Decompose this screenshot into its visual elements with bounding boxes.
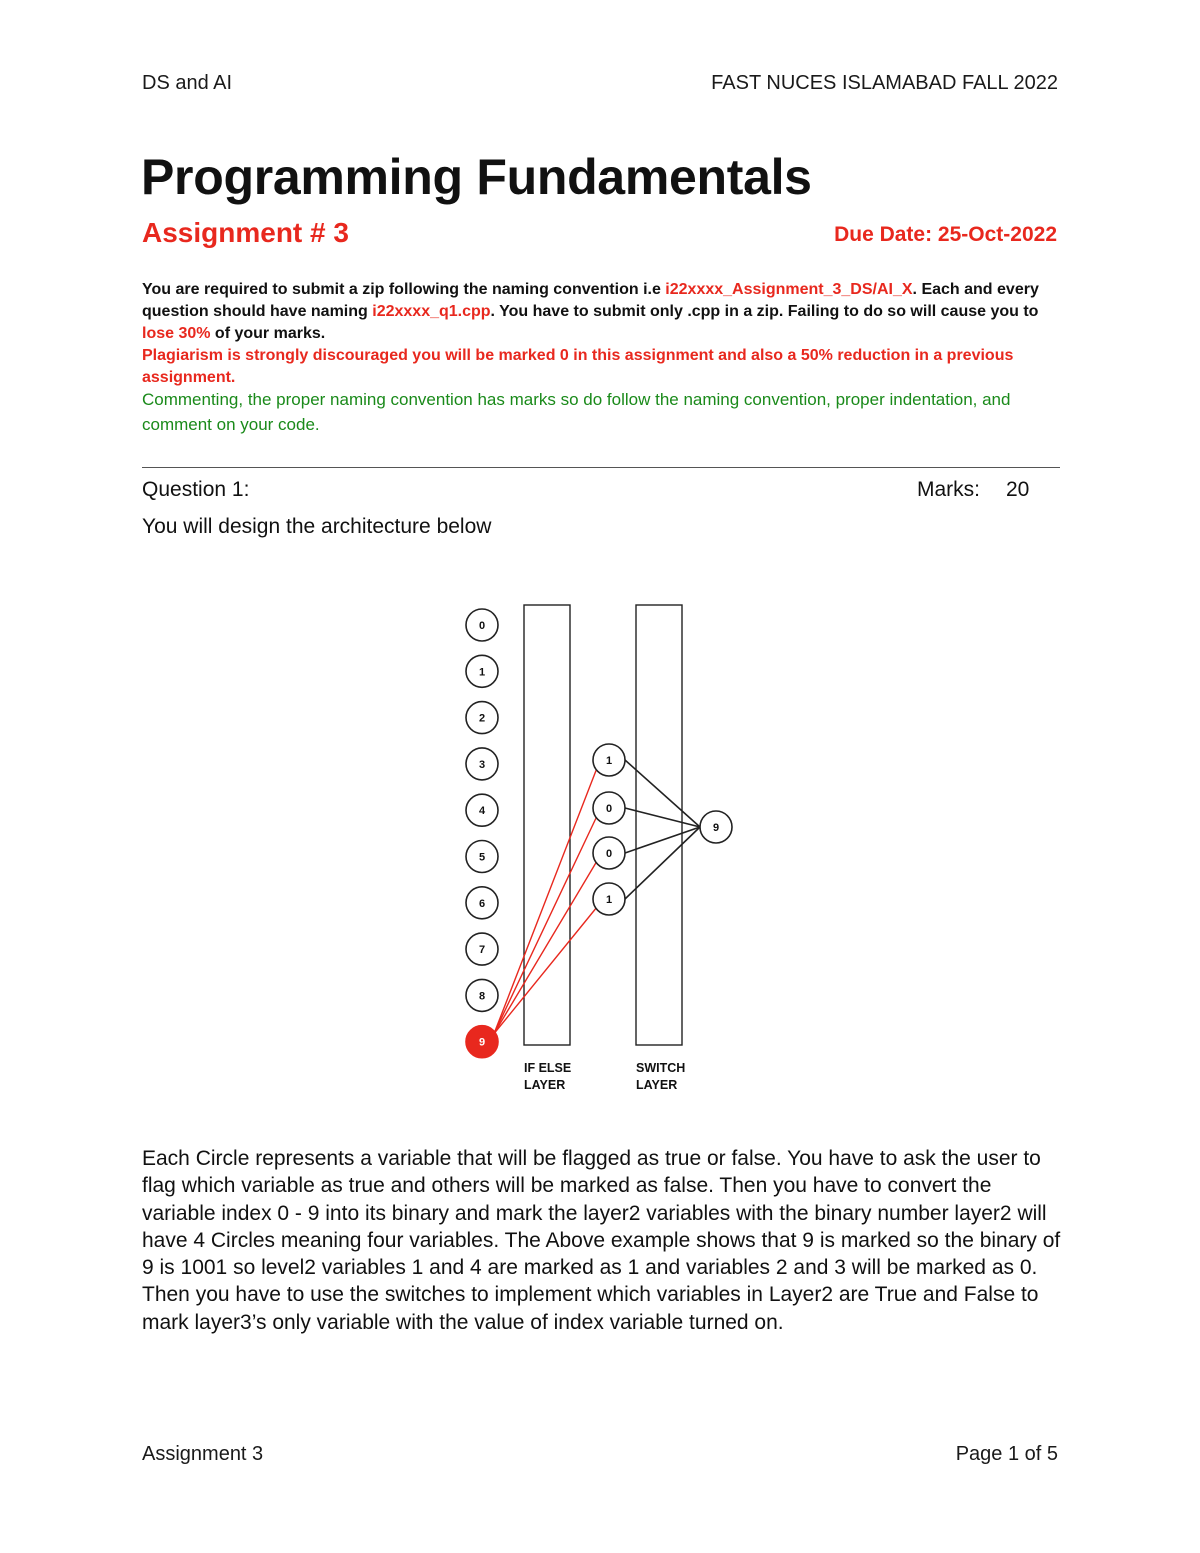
page-number: Page 1 of 5 <box>955 1443 1058 1465</box>
input-node-label: 4 <box>478 805 486 818</box>
input-node-label: 0 <box>478 620 486 632</box>
input-node-label: 5 <box>478 851 486 864</box>
input-node <box>466 702 498 734</box>
if-else-layer-box <box>524 605 570 1045</box>
zip-name: i22xxxx_Assignment_3_DS/AI_X <box>665 281 913 298</box>
if-else-edge <box>494 768 597 1034</box>
input-node <box>466 979 498 1011</box>
instr-text-4: of your marks. <box>210 325 326 342</box>
header-right: FAST NUCES ISLAMABAD FALL 2022 <box>711 72 1058 94</box>
if-else-edge <box>494 816 597 1034</box>
output-node-label: 9 <box>712 822 720 834</box>
commenting-notice: Commenting, the proper naming convention has marks so do follow the naming convention, proper indentation, and comment on your code. <box>142 390 1011 434</box>
page-title: Programming Fundamentals <box>141 149 812 205</box>
binary-node-label: 1 <box>605 894 613 906</box>
binary-node-label: 0 <box>605 848 613 860</box>
input-node <box>466 1026 498 1058</box>
input-node-label: 1 <box>478 666 486 679</box>
if-else-layer-label: LAYER <box>524 1078 566 1092</box>
submission-instructions <box>142 279 1062 389</box>
question-intro: You will design the architecture below <box>142 515 492 538</box>
output-node <box>700 811 732 843</box>
plagiarism-notice: Plagiarism is strongly discouraged you will be marked 0 in this assignment and also a 50% reduction in a previous assignment. <box>142 347 1014 386</box>
marks-value: 20 <box>1006 478 1030 501</box>
input-node-label: 2 <box>478 712 486 725</box>
switch-layer-label: LAYER <box>636 1078 678 1092</box>
binary-node <box>593 744 625 776</box>
instr-text-1: You are required to submit a zip following the naming convention i.e <box>142 281 666 298</box>
instr-text-2: . Each and every question should have naming <box>142 281 1039 320</box>
due-date: Due Date: 25-Oct-2022 <box>834 223 1057 246</box>
divider <box>142 467 1060 468</box>
header-left: DS and AI <box>142 72 233 94</box>
input-node <box>466 794 498 826</box>
input-node-label: 3 <box>478 758 486 771</box>
architecture-diagram <box>450 598 750 1098</box>
input-node <box>466 887 498 919</box>
input-node-label: 8 <box>478 990 486 1003</box>
question-label: Question 1: <box>142 478 250 501</box>
binary-node-label: 1 <box>605 755 613 767</box>
switch-layer-box <box>636 605 682 1045</box>
if-else-edge <box>494 861 597 1034</box>
file-name: i22xxxx_q1.cpp <box>372 303 491 320</box>
footer-left: Assignment 3 <box>142 1443 264 1465</box>
input-node-label: 7 <box>478 944 486 957</box>
input-node <box>466 933 498 965</box>
binary-node <box>593 792 625 824</box>
input-node <box>466 841 498 873</box>
if-else-label: IF ELSE <box>524 1061 572 1075</box>
penalty: lose 30% <box>142 325 211 342</box>
switch-label: SWITCH <box>636 1061 686 1075</box>
assignment-number: Assignment # 3 <box>142 217 349 248</box>
description: Each Circle represents a variable that will be flagged as true or false. You have to ask the user to flag which variable as true and others will be marked as false. Then you have to convert the variable index 0 - 9 into its binary and mark the layer2 variables with the binary number layer2 will have 4 Circles meaning four variables. The Above example shows that 9 is marked so the binary of 9 is 1001 so level2 variables 1 and 4 are marked as 1 and variables 2 and 3 will be marked as 0. Then you have to use the switches to implement which variables in Layer2 are True and False to mark layer3’s only variable with the value of index variable turned on. <box>142 1147 1061 1334</box>
binary-node <box>593 883 625 915</box>
marks-label: Marks: <box>917 478 980 501</box>
instr-text-3: . You have to submit only .cpp in a zip. Failing to do so will cause you to <box>490 303 1039 320</box>
input-node <box>466 609 498 641</box>
input-node-label: 9 <box>478 1036 486 1049</box>
input-node <box>466 748 498 780</box>
input-node-label: 6 <box>478 897 486 910</box>
input-node <box>466 655 498 687</box>
binary-node <box>593 837 625 869</box>
binary-node-label: 0 <box>605 803 613 815</box>
